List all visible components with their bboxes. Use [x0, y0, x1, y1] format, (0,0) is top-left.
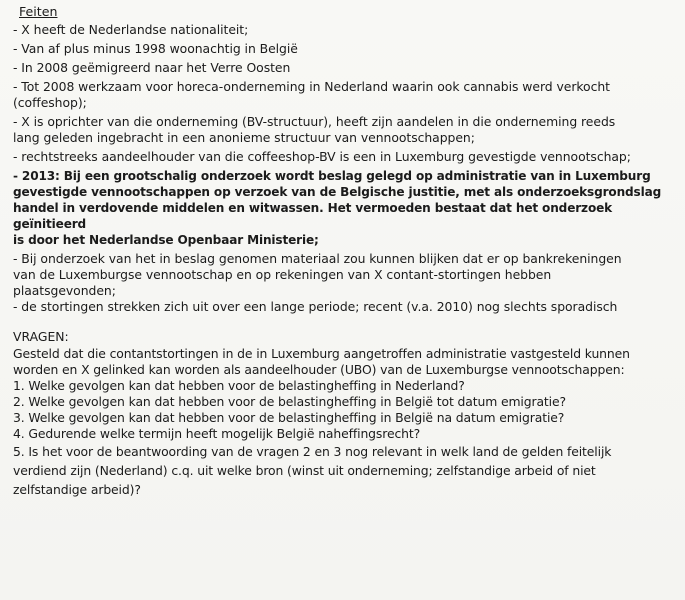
- questions-heading: VRAGEN:: [13, 329, 69, 344]
- question-item: 3. Welke gevolgen kan dat hebben voor de belastingheffing in België na datum emigratie?: [13, 410, 565, 425]
- question-item: 4. Gedurende welke termijn heeft mogelijk België naheffingsrecht?: [13, 426, 421, 441]
- facts-list: [13, 22, 675, 315]
- fact-item: - Van af plus minus 1998 woonachtig in België: [13, 41, 298, 56]
- questions-list: [13, 378, 675, 499]
- fact-item: - X heeft de Nederlandse nationaliteit;: [13, 22, 249, 37]
- fact-item: - X is oprichter van die onderneming (BV-structuur), heeft zijn aandelen in die onderneming reeds lang geleden ingebracht in een anonieme structuur van vennootschappen;: [13, 114, 616, 145]
- question-item: 5. Is het voor de beantwoording van de vragen 2 en 3 nog relevant in welk land de gelden feitelijk verdiend zijn (Nederland) c.q. uit welke bron (winst uit onderneming; zelfstandige arbeid of niet zelfstandige arbeid)?: [13, 444, 612, 497]
- question-item: 2. Welke gevolgen kan dat hebben voor de belastingheffing in België tot datum emigratie?: [13, 394, 566, 409]
- fact-item: - Bij onderzoek van het in beslag genomen materiaal zou kunnen blijken dat er op bankrekeningen van de Luxemburgse vennootschap en op rekeningen van X contant-stortingen hebben plaatsgevonden;: [13, 251, 622, 298]
- facts-heading: Feiten: [19, 4, 58, 19]
- fact-item: - rechtstreeks aandeelhouder van die coffeeshop-BV is een in Luxemburg gevestigde vennootschap;: [13, 149, 631, 164]
- question-item: 1. Welke gevolgen kan dat hebben voor de belastingheffing in Nederland?: [13, 378, 465, 393]
- fact-item-bold: - 2013: Bij een grootschalig onderzoek wordt beslag gelegd op administratie van in Luxemburg gevestigde vennootschappen op verzoek van de Belgische justitie, met als onderzoeksgrondslag handel in verdovende middelen en witwassen. Het vermoeden bestaat dat het onderzoek geïnitieerd is door het Nederlandse Openbaar Ministerie;: [13, 169, 662, 247]
- fact-item: - de stortingen strekken zich uit over een lange periode; recent (v.a. 2010) nog slechts sporadisch: [13, 299, 618, 314]
- questions-intro: Gesteld dat die contantstortingen in de in Luxemburg aangetroffen administratie vastgesteld kunnen worden en X gelinked kan worden als aandeelhouder (UBO) van de Luxemburgse vennootschappen:: [13, 346, 630, 377]
- fact-item: - Tot 2008 werkzaam voor horeca-onderneming in Nederland waarin ook cannabis werd verkocht (coffeshop);: [13, 79, 610, 110]
- fact-item: - In 2008 geëmigreerd naar het Verre Oosten: [13, 60, 291, 75]
